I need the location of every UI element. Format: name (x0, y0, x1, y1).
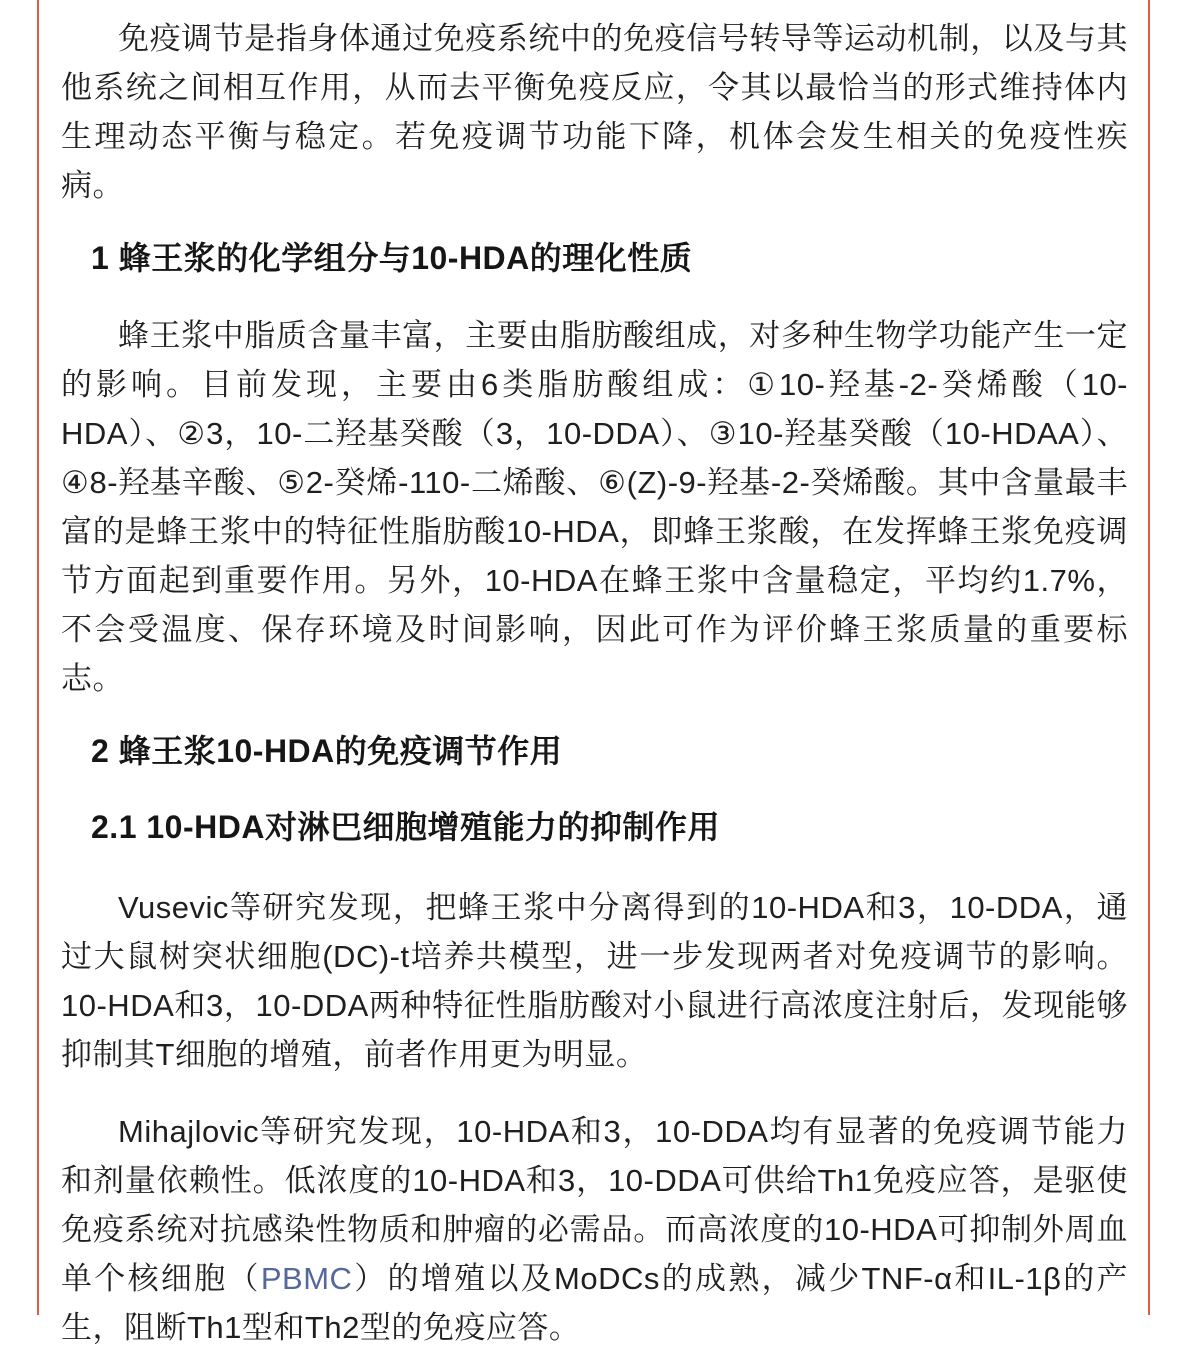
paragraph-mihajlovic-text-after: ）的增殖以及MoDCs的成熟，减少TNF-α和IL-1β的产生，阻断Th1型和Th2型的免疫应答。 (61, 1261, 1129, 1345)
pbmc-link[interactable]: PBMC (260, 1261, 353, 1296)
paragraph-mihajlovic-text-before: Mihajlovic等研究发现，10-HDA和3，10-DDA均有显著的免疫调节能力和剂量依赖性。低浓度的10-HDA和3，10-DDA可供给Th1免疫应答，是驱使免疫系统对抗感染性物质和肿瘤的必需品。而高浓度的10-HDA可抑制外周血单个核细胞（ (61, 1114, 1128, 1296)
section-heading-2: 2 蜂王浆10-HDA的免疫调节作用 (91, 733, 563, 769)
paragraph-vusevic: Vusevic等研究发现，把蜂王浆中分离得到的10-HDA和3，10-DDA，通过大鼠树突状细胞(DC)-t培养共模型，进一步发现两者对免疫调节的影响。10-HDA和3，10-DDA两种特征性脂肪酸对小鼠进行高浓度注射后，发现能够抑制其T细胞的增殖，前者作用更为明显。 (61, 890, 1128, 1072)
page-left-border (37, 0, 39, 1315)
section-heading-1: 1 蜂王浆的化学组分与10-HDA的理化性质 (91, 240, 693, 276)
paragraph-immune-regulation: 免疫调节是指身体通过免疫系统中的免疫信号转导等运动机制，以及与其他系统之间相互作用，从而去平衡免疫反应，令其以最恰当的形式维持体内生理动态平衡与稳定。若免疫调节功能下降，机体会发生相关的免疫性疾病。 (61, 21, 1128, 203)
article-content (61, 0, 1128, 1352)
section-heading-2-1: 2.1 10-HDA对淋巴细胞增殖能力的抑制作用 (91, 809, 720, 845)
paragraph-mihajlovic (61, 1107, 1128, 1352)
page-right-border (1148, 0, 1150, 1315)
paragraph-composition: 蜂王浆中脂质含量丰富，主要由脂肪酸组成，对多种生物学功能产生一定的影响。目前发现，主要由6类脂肪酸组成：①10-羟基-2-癸烯酸（10-HDA）、②3，10-二羟基癸酸（3，10-DDA）、③10-羟基癸酸（10-HDAA）、④8-羟基辛酸、⑤2-癸烯-110-二烯酸、⑥(Z)-9-羟基-2-癸烯酸。其中含量最丰富的是蜂王浆中的特征性脂肪酸10-HDA，即蜂王浆酸，在发挥蜂王浆免疫调节方面起到重要作用。另外，10-HDA在蜂王浆中含量稳定，平均约1.7%，不会受温度、保存环境及时间影响，因此可作为评价蜂王浆质量的重要标志。 (61, 318, 1128, 696)
